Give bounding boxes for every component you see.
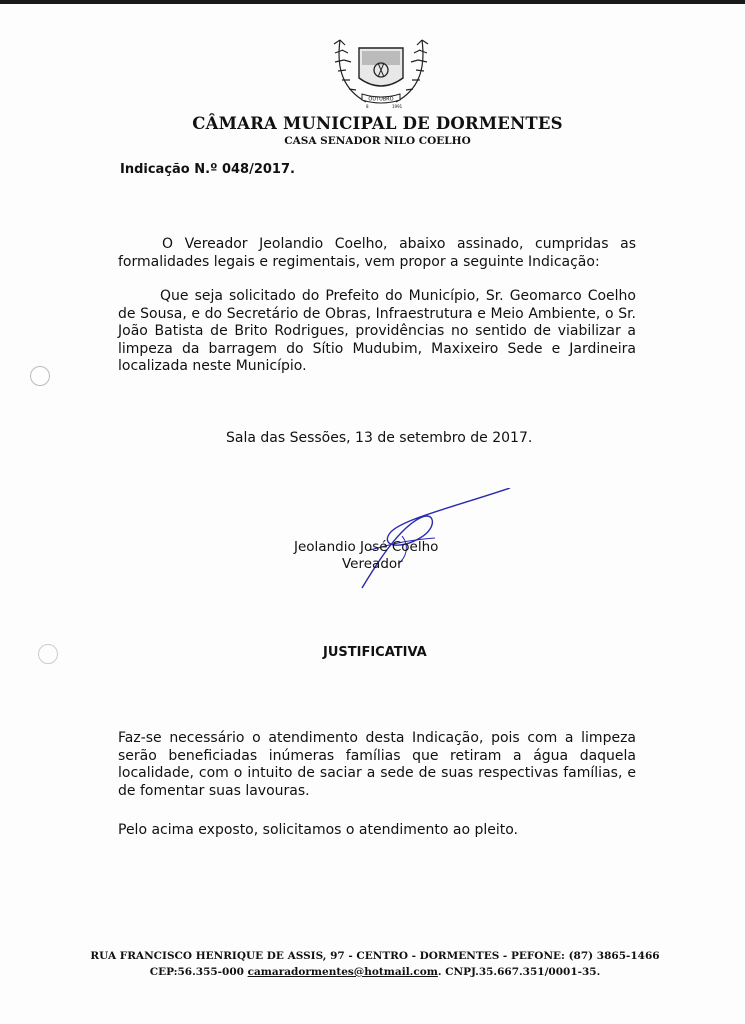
footer-email: camaradormentes@hotmail.com (247, 966, 438, 978)
signer-name: Jeolandio José Coelho (294, 539, 439, 555)
session-date-line: Sala das Sessões, 13 de setembro de 2017. (226, 430, 533, 446)
svg-text:1991: 1991 (392, 104, 403, 109)
svg-text:OUTUBRO: OUTUBRO (368, 96, 394, 103)
intro-paragraph: O Vereador Jeolandio Coelho, abaixo assinado, cumpridas as formalidades legais e regimentais, vem propor a seguinte Indicação: (118, 236, 636, 270)
signer-role: Vereador (342, 556, 403, 572)
org-subtitle: CASA SENADOR NILO COELHO (284, 135, 471, 147)
justification-heading: JUSTIFICATIVA (323, 645, 427, 660)
punch-hole-mark (30, 366, 50, 386)
footer-address: RUA FRANCISCO HENRIQUE DE ASSIS, 97 - CENTRO - DORMENTES - PEFONE: (87) 3865-1466 (90, 950, 660, 962)
indication-number: Indicação N.º 048/2017. (120, 162, 295, 177)
municipal-crest-icon (326, 30, 436, 110)
org-title: CÂMARA MUNICIPAL DE DORMENTES (192, 114, 563, 133)
svg-text:8: 8 (366, 104, 369, 109)
footer-cep: CEP:56.355-000 (149, 966, 244, 978)
justification-paragraph: Faz-se necessário o atendimento desta Indicação, pois com a limpeza serão beneficiadas inúmeras famílias que retiram a água daquela localidade, com o intuito de saciar a sede de suas respectivas famílias, e de fomentar suas lavouras. (118, 730, 636, 799)
closing-paragraph: Pelo acima exposto, solicitamos o atendimento ao pleito. (118, 822, 518, 838)
footer-cnpj: . CNPJ.35.667.351/0001-35. (437, 966, 601, 978)
request-paragraph (118, 288, 636, 376)
punch-hole-mark (38, 644, 58, 664)
footer-contact (90, 966, 660, 978)
scan-top-edge (0, 0, 745, 4)
request-paragraph-text: Que seja solicitado do Prefeito do Município, Sr. Geomarco Coelho de Sousa, e do Secretário de Obras, Infraestrutura e Meio Ambiente, o Sr. João Batista de Brito Rodrigues, providências no sentido de viabilizar a limpeza da barragem do Sítio Mudubim, Maxixeiro Sede e Jardineira localizada neste Município. (118, 288, 636, 374)
